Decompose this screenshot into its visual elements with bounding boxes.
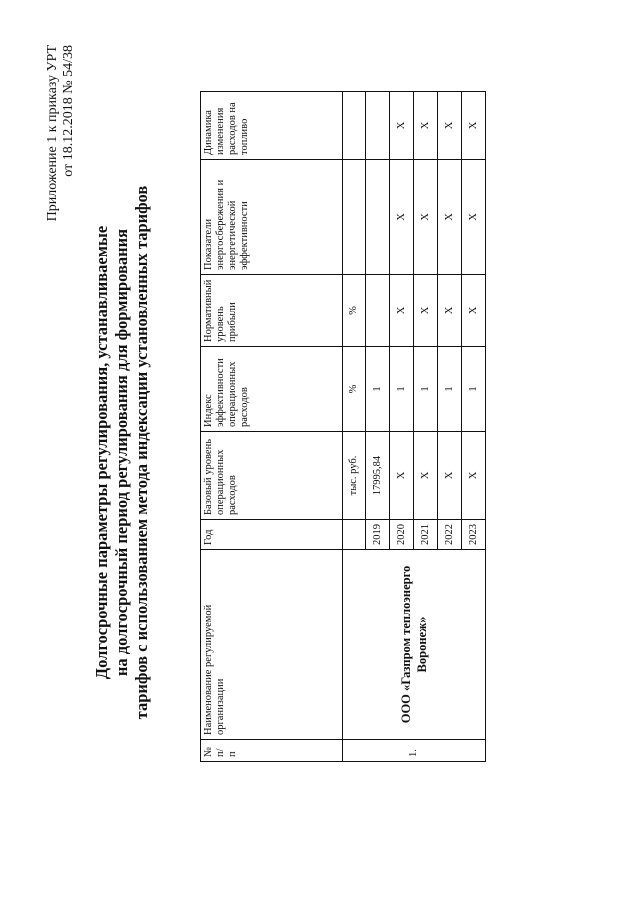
energy-cell: X bbox=[438, 160, 462, 275]
header-index: Индекс эффективности операционных расходов bbox=[201, 347, 343, 432]
profit-cell: X bbox=[462, 275, 486, 347]
appendix-line-1: Приложение 1 к приказу УРТ bbox=[45, 45, 60, 222]
header-org: Наименование регулируемой организации bbox=[201, 550, 343, 740]
table-header-row bbox=[201, 92, 343, 762]
header-energy: Показатели энергосбережения и энергетической эффективности bbox=[201, 160, 343, 275]
base-cell: X bbox=[414, 432, 438, 520]
title-line-1: Долгосрочные параметры регулирования, устанавливаемые bbox=[92, 225, 111, 680]
year-cell: 2019 bbox=[366, 520, 390, 550]
base-cell: X bbox=[390, 432, 414, 520]
header-base: Базовый уровень операционных расходов bbox=[201, 432, 343, 520]
title-line-3: тарифов с использованием метода индексации установленных тарифов bbox=[132, 185, 151, 720]
profit-cell: X bbox=[438, 275, 462, 347]
units-year-cell bbox=[343, 520, 366, 550]
unit-fuel bbox=[343, 92, 366, 160]
energy-cell: X bbox=[462, 160, 486, 275]
profit-cell: X bbox=[414, 275, 438, 347]
base-cell: X bbox=[462, 432, 486, 520]
row-number: 1. bbox=[343, 740, 486, 762]
energy-cell bbox=[366, 160, 390, 275]
index-cell: 1 bbox=[438, 347, 462, 432]
parameters-table bbox=[200, 91, 486, 762]
header-profit: Нормативный уровень прибыли bbox=[201, 275, 343, 347]
profit-cell: X bbox=[390, 275, 414, 347]
unit-index: % bbox=[343, 347, 366, 432]
unit-energy bbox=[343, 160, 366, 275]
index-cell: 1 bbox=[462, 347, 486, 432]
appendix-note bbox=[45, 45, 77, 221]
header-fuel: Динамика изменения расходов на топливо bbox=[201, 92, 343, 160]
energy-cell: X bbox=[414, 160, 438, 275]
org-name-cell bbox=[343, 550, 486, 740]
document-title bbox=[92, 0, 152, 905]
base-cell: 17995,84 bbox=[366, 432, 390, 520]
index-cell: 1 bbox=[390, 347, 414, 432]
unit-base: тыс. руб. bbox=[343, 432, 366, 520]
index-cell: 1 bbox=[414, 347, 438, 432]
profit-cell bbox=[366, 275, 390, 347]
fuel-cell: X bbox=[414, 92, 438, 160]
appendix-line-2: от 18.12.2018 № 54/38 bbox=[61, 45, 76, 177]
fuel-cell bbox=[366, 92, 390, 160]
unit-profit: % bbox=[343, 275, 366, 347]
fuel-cell: X bbox=[462, 92, 486, 160]
fuel-cell: X bbox=[390, 92, 414, 160]
title-line-2: на долгосрочный период регулирования для формирования bbox=[112, 228, 131, 677]
header-num: № п/п bbox=[201, 740, 343, 762]
fuel-cell: X bbox=[438, 92, 462, 160]
year-cell: 2022 bbox=[438, 520, 462, 550]
org-name: ООО «Газпром теплоэнерго Воронеж» bbox=[399, 565, 429, 724]
header-year: Год bbox=[201, 520, 343, 550]
base-cell: X bbox=[438, 432, 462, 520]
index-cell: 1 bbox=[366, 347, 390, 432]
table-units-row bbox=[343, 92, 366, 762]
energy-cell: X bbox=[390, 160, 414, 275]
year-cell: 2021 bbox=[414, 520, 438, 550]
year-cell: 2020 bbox=[390, 520, 414, 550]
year-cell: 2023 bbox=[462, 520, 486, 550]
